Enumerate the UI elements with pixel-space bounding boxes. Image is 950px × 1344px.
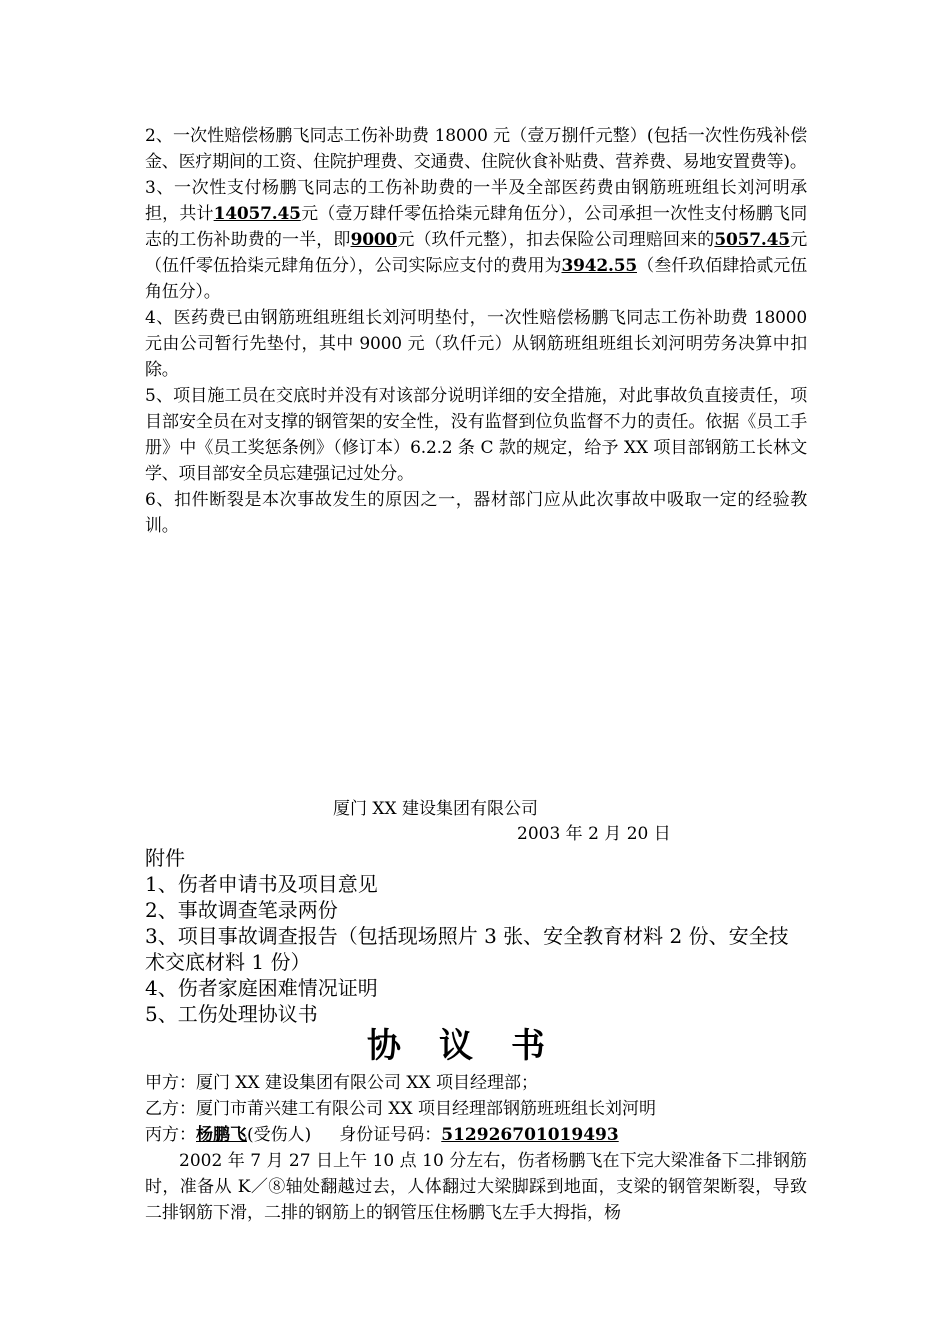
- attachment-item: 5、工伤处理协议书: [145, 1002, 318, 1026]
- amount-insurance: 5057.45: [714, 230, 790, 250]
- signature-date: 2003 年 2 月 20 日: [517, 824, 671, 844]
- agreement-title: 协议书: [367, 1026, 583, 1066]
- attachment-item: 3、项目事故调查报告（包括现场照片 3 张、安全教育材料 2 份、安全技术交底材料 1 份）: [145, 924, 789, 974]
- amount-total: 14057.45: [213, 204, 301, 224]
- id-label: 身份证号码：: [339, 1125, 442, 1145]
- amount-half: 9000: [350, 230, 398, 250]
- attachment-item: 2、事故调查笔录两份: [145, 898, 338, 922]
- party-c-label: 丙方：: [145, 1125, 196, 1145]
- party-a: 甲方：厦门 XX 建设集团有限公司 XX 项目经理部；: [145, 1073, 539, 1093]
- attachments-heading: 附件: [145, 846, 185, 870]
- attachments: [145, 845, 807, 1027]
- item-3-text-d: 元（伍仟零伍拾柒元肆角伍分），公司实际应支付的费用为: [145, 230, 807, 276]
- item-6: 6、扣件断裂是本次事故发生的原因之一，器材部门应从此次事故中吸取一定的经验教训。: [145, 490, 807, 536]
- party-c-note: (受伤人): [247, 1125, 312, 1145]
- item-2: 2、一次性赔偿杨鹏飞同志工伤补助费 18000 元（壹万捌仟元整）(包括一次性伤残补偿金、医疗期间的工资、住院护理费、交通费、住院伙食补贴费、营养费、易地安置费等)。: [145, 126, 807, 172]
- party-c-name: 杨鹏飞: [196, 1125, 247, 1145]
- item-3-text-a: 3、一次性支付杨鹏飞同志的工伤补助费的一半及全部医药费由钢筋班班组长刘河明承担，共计: [145, 178, 807, 224]
- item-3: [145, 175, 807, 305]
- signature-company: 厦门 XX 建设集团有限公司: [333, 799, 539, 819]
- id-number: 512926701019493: [441, 1125, 619, 1145]
- party-b: 乙方：厦门市莆兴建工有限公司 XX 项目经理部钢筋班班组长刘河明: [145, 1099, 657, 1119]
- item-4: 4、医药费已由钢筋班组班组长刘河明垫付，一次性赔偿杨鹏飞同志工伤补助费 18000 元由公司暂行先垫付，其中 9000 元（玖仟元）从钢筋班组班组长刘河明劳务决算中扣除。: [145, 308, 807, 380]
- attachment-item: 1、伤者申请书及项目意见: [145, 872, 378, 896]
- item-3-text-e: （叁仟玖佰肆拾贰元伍角伍分）。: [145, 256, 807, 302]
- item-5: 5、项目施工员在交底时并没有对该部分说明详细的安全措施，对此事故负直接责任，项目部安全员在对支撑的钢管架的安全性，没有监督到位负监督不力的责任。依据《员工手册》中《员工奖惩条例》（修订本）6.2.2 条 C 款的规定，给予 XX 项目部钢筋工长林文学、项目部安全员忘建强记过处分。: [145, 386, 807, 484]
- resolution-items: [145, 123, 807, 539]
- item-3-text-c: 元（玖仟元整），扣去保险公司理赔回来的: [397, 230, 715, 250]
- agreement-narrative: 2002 年 7 月 27 日上午 10 点 10 分左右，伤者杨鹏飞在下完大梁准备下二排钢筋时，准备从 K／⑧轴处翻越过去，人体翻过大梁脚踩到地面，支梁的钢管架断裂，导致二排钢筋下滑，二排的钢筋上的钢管压住杨鹏飞左手大拇指，杨: [145, 1151, 807, 1223]
- attachment-item: 4、伤者家庭困难情况证明: [145, 976, 378, 1000]
- amount-actual: 3942.55: [561, 256, 637, 276]
- party-c: [145, 1122, 807, 1148]
- agreement-parties: [145, 1070, 807, 1148]
- item-3-text-b: 元（壹万肆仟零伍拾柒元肆角伍分），公司承担一次性支付杨鹏飞同志的工伤补助费的一半，即: [145, 204, 808, 250]
